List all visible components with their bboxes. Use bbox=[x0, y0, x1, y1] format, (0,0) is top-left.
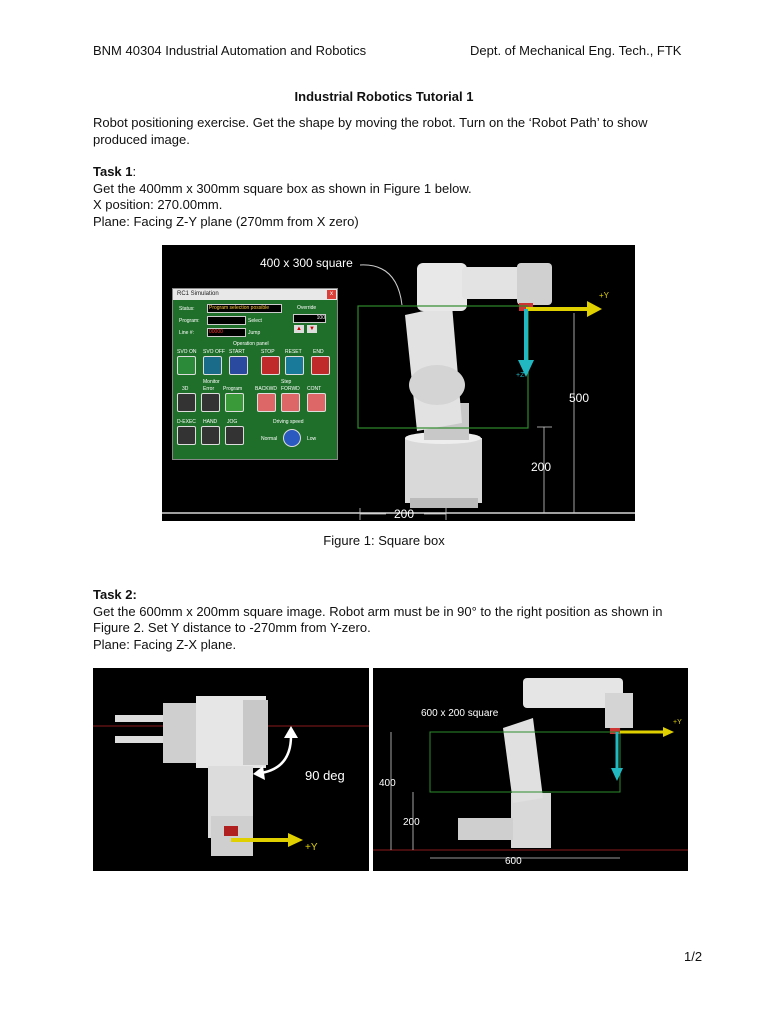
y-arrow-head bbox=[587, 301, 602, 317]
figure2-box-label: 600 x 200 square bbox=[421, 708, 499, 719]
sim-program-mon-label: Program bbox=[223, 386, 243, 392]
sim-jump-label[interactable]: Jump bbox=[248, 330, 261, 336]
robot-head-side bbox=[243, 700, 268, 765]
robot-base bbox=[405, 438, 482, 503]
figure2-left-axis-y: +Y bbox=[305, 842, 318, 853]
rotation-arrow-head-top bbox=[284, 726, 298, 738]
robot-base-skirt bbox=[410, 498, 478, 508]
figure1-dim-500: 500 bbox=[569, 391, 590, 405]
sim-hand-button[interactable] bbox=[201, 426, 220, 445]
task2-line-2: Figure 2. Set Y distance to -270mm from Y-zero. bbox=[93, 620, 371, 635]
task2-line-3: Plane: Facing Z-X plane. bbox=[93, 636, 237, 652]
figure-2-right bbox=[373, 668, 688, 871]
sim-svo-off-label: SVO OFF bbox=[203, 349, 225, 355]
task1-section bbox=[93, 164, 683, 230]
task2-heading: Task 2: bbox=[93, 587, 137, 602]
figure-1-caption: Figure 1: Square box bbox=[323, 533, 445, 548]
intro-line-1: Robot positioning exercise. Get the shape by moving the robot. Turn on the ‘Robot Path’ to show bbox=[93, 115, 648, 130]
task1-line-3: Plane: Facing Z-Y plane (270mm from X zero) bbox=[93, 213, 359, 229]
sim-error-button[interactable] bbox=[201, 393, 220, 412]
robot2-wrist bbox=[605, 693, 633, 728]
figure1-axis-z: +Z bbox=[516, 372, 525, 379]
y-arrow-left-head bbox=[288, 833, 303, 847]
sim-low-label: Low bbox=[307, 436, 317, 442]
sim-override-field[interactable]: 100 bbox=[293, 314, 326, 323]
figure2-right-axis-y: +Y bbox=[673, 719, 682, 726]
robot-flange-2 bbox=[224, 826, 238, 836]
robot-upper-arm-joint bbox=[417, 263, 467, 311]
figure2-dim-600: 600 bbox=[505, 856, 522, 867]
figure1-dim-200-vertical: 200 bbox=[531, 460, 552, 474]
sim-status-field: Program selection possible bbox=[207, 304, 282, 313]
sim-titlebar bbox=[173, 289, 337, 300]
robot-elbow-lower bbox=[409, 365, 465, 405]
sim-start-button[interactable] bbox=[229, 356, 248, 375]
sim-monitor-label: Monitor bbox=[203, 379, 220, 385]
sim-override-up-button[interactable]: ▲ bbox=[294, 325, 304, 333]
sim-forwd-button[interactable] bbox=[281, 393, 300, 412]
sim-svo-on-label: SVO ON bbox=[177, 349, 197, 355]
sim-window bbox=[172, 288, 338, 460]
figure2-dim-200: 200 bbox=[403, 817, 420, 828]
sim-svo-off-button[interactable] bbox=[203, 356, 222, 375]
angle-label: 90 deg bbox=[305, 768, 345, 783]
sim-error-label: Error bbox=[203, 386, 215, 392]
task2-line-1: Get the 600mm x 200mm square image. Robot arm must be in 90° to the right position as shown in bbox=[93, 603, 663, 619]
z-arrow-right-head bbox=[611, 768, 623, 781]
figure2-dim-400: 400 bbox=[379, 778, 396, 789]
y-arrow-right-head bbox=[663, 727, 674, 737]
sim-cont-label: CONT bbox=[307, 386, 322, 392]
rotation-arrow-head-bottom bbox=[253, 766, 265, 780]
sim-stop-button[interactable] bbox=[261, 356, 280, 375]
sim-select-label[interactable]: Select bbox=[248, 318, 262, 324]
figure-2-right-drawing bbox=[373, 668, 688, 871]
figure-2-left-drawing bbox=[93, 668, 369, 871]
task1-line-2: X position: 270.00mm. bbox=[93, 197, 223, 212]
sim-line-field: 00000 bbox=[207, 328, 246, 337]
task1-heading-colon: : bbox=[132, 164, 137, 179]
header-course: BNM 40304 Industrial Automation and Robotics bbox=[93, 43, 367, 58]
sim-svo-on-button[interactable] bbox=[177, 356, 196, 375]
sim-stop-label: STOP bbox=[261, 349, 275, 355]
page-number: 1/2 bbox=[684, 949, 703, 964]
figure1-dim-200-horizontal: 200 bbox=[394, 507, 415, 521]
figure1-axis-y: +Y bbox=[599, 291, 610, 300]
sim-cont-button[interactable] bbox=[307, 393, 326, 412]
sim-speed-dial[interactable] bbox=[283, 429, 301, 447]
sim-3d-label: 3D bbox=[182, 386, 189, 392]
sim-forwd-label: FORWD bbox=[281, 386, 300, 392]
header-department: Dept. of Mechanical Eng. Tech., FTK bbox=[470, 43, 682, 58]
figure1-box-label: 400 x 300 square bbox=[260, 256, 353, 270]
sim-title-text: RC1 Simulation bbox=[177, 291, 219, 297]
sim-reset-button[interactable] bbox=[285, 356, 304, 375]
sim-operation-panel-label: Operation panel bbox=[233, 341, 269, 347]
task1-line-1: Get the 400mm x 300mm square box as shown in Figure 1 below. bbox=[93, 180, 472, 196]
page-title: Industrial Robotics Tutorial 1 bbox=[294, 89, 474, 104]
sim-line-label: Line #: bbox=[179, 330, 195, 336]
sim-jog-button[interactable] bbox=[225, 426, 244, 445]
task2-section bbox=[93, 587, 683, 653]
intro-line-2: produced image. bbox=[93, 131, 190, 147]
robot-wrist bbox=[517, 263, 552, 305]
sim-hand-label: HAND bbox=[203, 419, 218, 425]
sim-program-label: Program: bbox=[179, 318, 200, 324]
robot2-tool bbox=[458, 818, 513, 840]
sim-program-field[interactable] bbox=[207, 316, 246, 325]
label-leader bbox=[360, 265, 402, 305]
figure-2-left bbox=[93, 668, 369, 871]
sim-end-label: END bbox=[313, 349, 324, 355]
sim-start-label: START bbox=[229, 349, 245, 355]
sim-dexec-button[interactable] bbox=[177, 426, 196, 445]
sim-dexec-label: D-EXEC bbox=[177, 419, 196, 425]
task1-heading-line bbox=[93, 164, 683, 181]
sim-step-label: Step bbox=[281, 379, 292, 385]
sim-backwd-button[interactable] bbox=[257, 393, 276, 412]
task1-heading: Task 1 bbox=[93, 164, 133, 179]
sim-override-label: Override bbox=[297, 305, 317, 311]
figure-1 bbox=[162, 245, 635, 521]
sim-status-label: Status: bbox=[179, 306, 195, 312]
robot2-lower-arm bbox=[503, 718, 543, 803]
sim-program-button[interactable] bbox=[225, 393, 244, 412]
sim-override-down-button[interactable]: ▼ bbox=[307, 325, 317, 333]
sim-jog-label: JOG bbox=[227, 419, 238, 425]
sim-backwd-label: BACKWD bbox=[255, 386, 277, 392]
sim-normal-label: Normal bbox=[261, 436, 278, 442]
sim-3d-button[interactable] bbox=[177, 393, 196, 412]
sim-end-button[interactable] bbox=[311, 356, 330, 375]
sim-close-button[interactable]: x bbox=[327, 290, 336, 299]
sim-driving-speed-label: Driving speed bbox=[273, 419, 304, 425]
intro-paragraph bbox=[93, 115, 683, 148]
sim-reset-label: RESET bbox=[285, 349, 302, 355]
